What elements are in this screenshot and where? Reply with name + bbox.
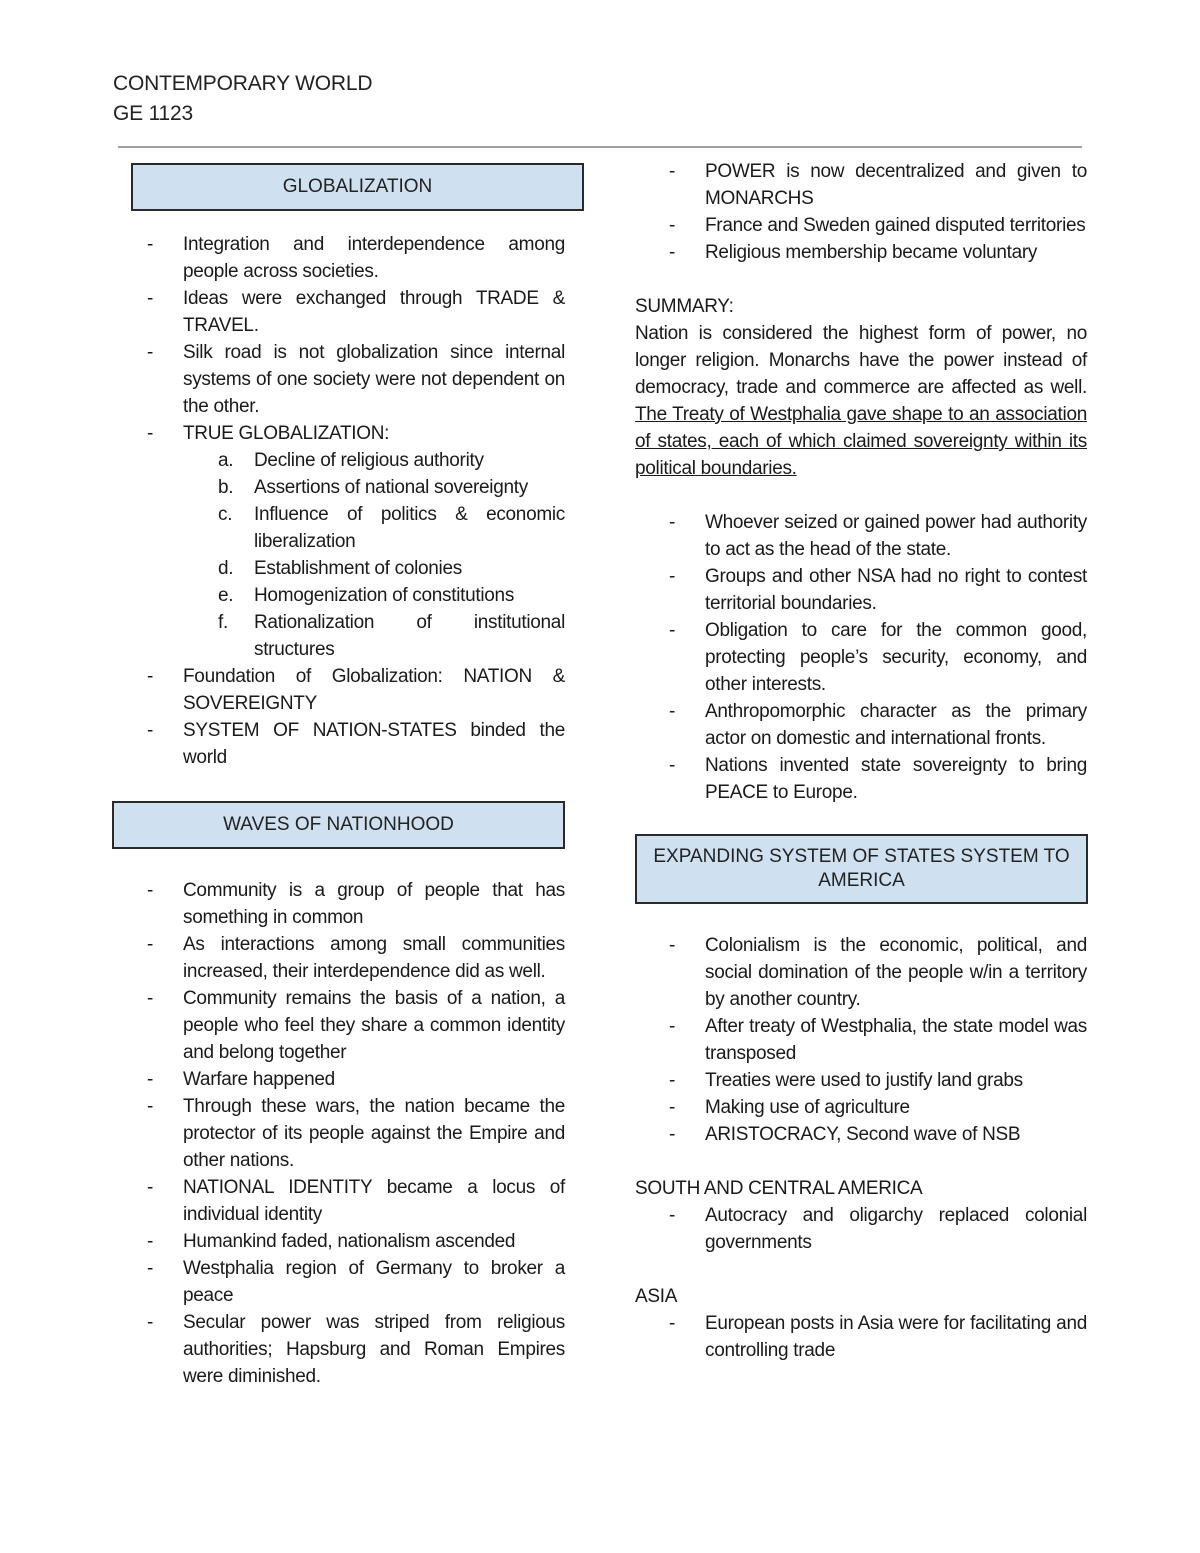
- list-item: [113, 609, 565, 663]
- list-item: - Obligation to care for the common good, protecting people’s security, economy, and other interests.: [635, 617, 1087, 698]
- list-item: - Foundation of Globalization: NATION & SOVEREIGNTY: [113, 663, 565, 717]
- list-item: - After treaty of Westphalia, the state model was transposed: [635, 1013, 1087, 1067]
- sovereignty-list: [635, 509, 1087, 806]
- globalization-heading: GLOBALIZATION: [131, 163, 584, 211]
- asia-label: ASIA: [635, 1286, 678, 1307]
- list-item: - As interactions among small communities increased, their interdependence did as well.: [113, 931, 565, 985]
- list-item: - Treaties were used to justify land grabs: [635, 1067, 1087, 1094]
- list-item: - Secular power was striped from religious authorities; Hapsburg and Roman Empires were diminished.: [113, 1309, 565, 1390]
- list-item: - Nations invented state sovereignty to bring PEACE to Europe.: [635, 752, 1087, 806]
- list-marker: f.: [218, 612, 228, 633]
- list-item-text: Influence of politics & economic liberalization: [254, 504, 565, 552]
- list-item-text: Establishment of colonies: [254, 558, 462, 579]
- list-item: - Colonialism is the economic, political, and social domination of the people w/in a territory by another country.: [635, 932, 1087, 1013]
- list-item: - Whoever seized or gained power had authority to act as the head of the state.: [635, 509, 1087, 563]
- list-item-text: Homogenization of constitutions: [254, 585, 515, 606]
- course-title: CONTEMPORARY WORLD: [113, 72, 373, 95]
- list-marker: a.: [218, 450, 234, 471]
- list-item: - NATIONAL IDENTITY became a locus of individual identity: [113, 1174, 565, 1228]
- list-item: [113, 501, 565, 555]
- globalization-list-continued: [113, 663, 565, 771]
- expanding-heading: EXPANDING SYSTEM OF STATES SYSTEM TO AMERICA: [635, 834, 1088, 904]
- list-item: - Autocracy and oligarchy replaced colonial governments: [635, 1202, 1087, 1256]
- list-item: - Ideas were exchanged through TRADE & TRAVEL.: [113, 285, 565, 339]
- westphalia-list: [635, 158, 1087, 266]
- list-item: - France and Sweden gained disputed territories: [635, 212, 1087, 239]
- list-item: - Anthropomorphic character as the primary actor on domestic and international fronts.: [635, 698, 1087, 752]
- list-item-text: Assertions of national sovereignty: [254, 477, 528, 498]
- list-item: - Community is a group of people that has something in common: [113, 877, 565, 931]
- list-item: [113, 447, 565, 474]
- left-column: [113, 163, 565, 1390]
- header-divider: [118, 146, 1082, 148]
- list-item: - Religious membership became voluntary: [635, 239, 1087, 266]
- list-item: - Making use of agriculture: [635, 1094, 1087, 1121]
- list-item: - ARISTOCRACY, Second wave of NSB: [635, 1121, 1087, 1148]
- list-marker: e.: [218, 585, 234, 606]
- south-central-label: SOUTH AND CENTRAL AMERICA: [635, 1178, 923, 1199]
- south-central-list: [635, 1202, 1087, 1256]
- list-marker: b.: [218, 477, 234, 498]
- list-item-text: Decline of religious authority: [254, 450, 484, 471]
- asia-list: [635, 1310, 1087, 1364]
- globalization-list: [113, 231, 565, 447]
- list-item: - Integration and interdependence among people across societies.: [113, 231, 565, 285]
- list-item: - TRUE GLOBALIZATION:: [113, 420, 565, 447]
- list-item: [113, 474, 565, 501]
- list-item: - Silk road is not globalization since internal systems of one society were not dependent on the other.: [113, 339, 565, 420]
- summary-text: Nation is considered the highest form of power, no longer religion. Monarchs have the power instead of democracy, trade and commerce are affected as well.: [635, 323, 1087, 398]
- list-item: - Groups and other NSA had no right to contest territorial boundaries.: [635, 563, 1087, 617]
- list-item: - Humankind faded, nationalism ascended: [113, 1228, 565, 1255]
- list-item: - Westphalia region of Germany to broker a peace: [113, 1255, 565, 1309]
- course-code: GE 1123: [113, 102, 193, 125]
- summary-label: SUMMARY:: [635, 296, 734, 317]
- right-column: [635, 158, 1087, 1364]
- summary-paragraph: [635, 320, 1087, 482]
- list-item: - European posts in Asia were for facilitating and controlling trade: [635, 1310, 1087, 1364]
- list-item: [113, 555, 565, 582]
- list-marker: d.: [218, 558, 234, 579]
- true-globalization-list: [113, 447, 565, 663]
- waves-list: [113, 877, 565, 1390]
- waves-heading: WAVES OF NATIONHOOD: [112, 801, 565, 849]
- list-item: - Through these wars, the nation became the protector of its people against the Empire and other nations.: [113, 1093, 565, 1174]
- expanding-list: [635, 932, 1087, 1148]
- list-marker: c.: [218, 504, 233, 525]
- list-item: - SYSTEM OF NATION-STATES binded the world: [113, 717, 565, 771]
- list-item-text: Rationalization of institutional structures: [254, 612, 565, 660]
- list-item: - Community remains the basis of a nation, a people who feel they share a common identity and belong together: [113, 985, 565, 1066]
- list-item: - POWER is now decentralized and given to MONARCHS: [635, 158, 1087, 212]
- list-item: - Warfare happened: [113, 1066, 565, 1093]
- list-item: [113, 582, 565, 609]
- summary-underlined-text: The Treaty of Westphalia gave shape to an association of states, each of which claimed sovereignty within its political boundaries.: [635, 404, 1087, 479]
